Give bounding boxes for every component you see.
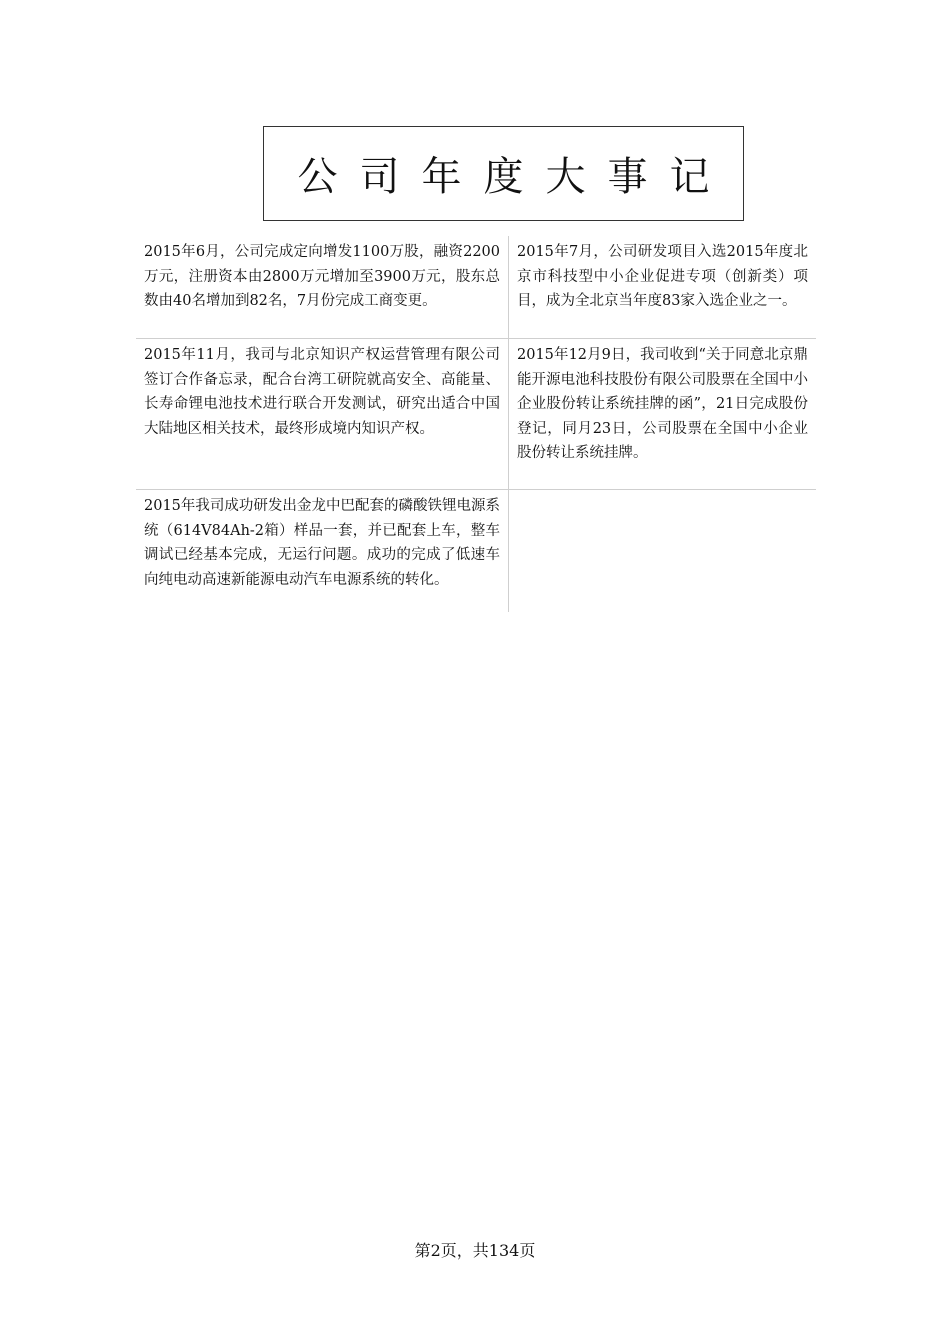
events-table [136, 236, 816, 612]
page-number: 第2页，共134页 [414, 1241, 536, 1260]
event-cell-2015-07: 2015年7月，公司研发项目入选2015年度北京市科技型中小企业促进专项（创新类）项目，成为全北京当年度83家入选企业之一。 [509, 236, 816, 339]
event-cell-2015-12: 2015年12月9日，我司收到“关于同意北京鼎能开源电池科技股份有限公司股票在全国中小企业股份转让系统挂牌的函”，21日完成股份登记，同月23日，公司股票在全国中小企业股份转让系统挂牌。 [509, 339, 816, 490]
page-title: 公司年度大事记 [297, 154, 732, 200]
event-cell-2015-11: 2015年11月，我司与北京知识产权运营管理有限公司签订合作备忘录，配合台湾工研院就高安全、高能量、长寿命锂电池技术进行联合开发测试，研究出适合中国大陆地区相关技术，最终形成境内知识产权。 [136, 339, 509, 490]
title-box [263, 126, 744, 221]
event-cell-2015-06: 2015年6月，公司完成定向增发1100万股，融资2200万元，注册资本由2800万元增加至3900万元，股东总数由40名增加到82名，7月份完成工商变更。 [136, 236, 509, 339]
event-cell-2015-product: 2015年我司成功研发出金龙中巴配套的磷酸铁锂电源系统（614V84Ah-2箱）样品一套，并已配套上车，整车调试已经基本完成，无运行问题。成功的完成了低速车向纯电动高速新能源电动汽车电源系统的转化。 [136, 490, 509, 612]
event-cell-empty [509, 490, 816, 612]
